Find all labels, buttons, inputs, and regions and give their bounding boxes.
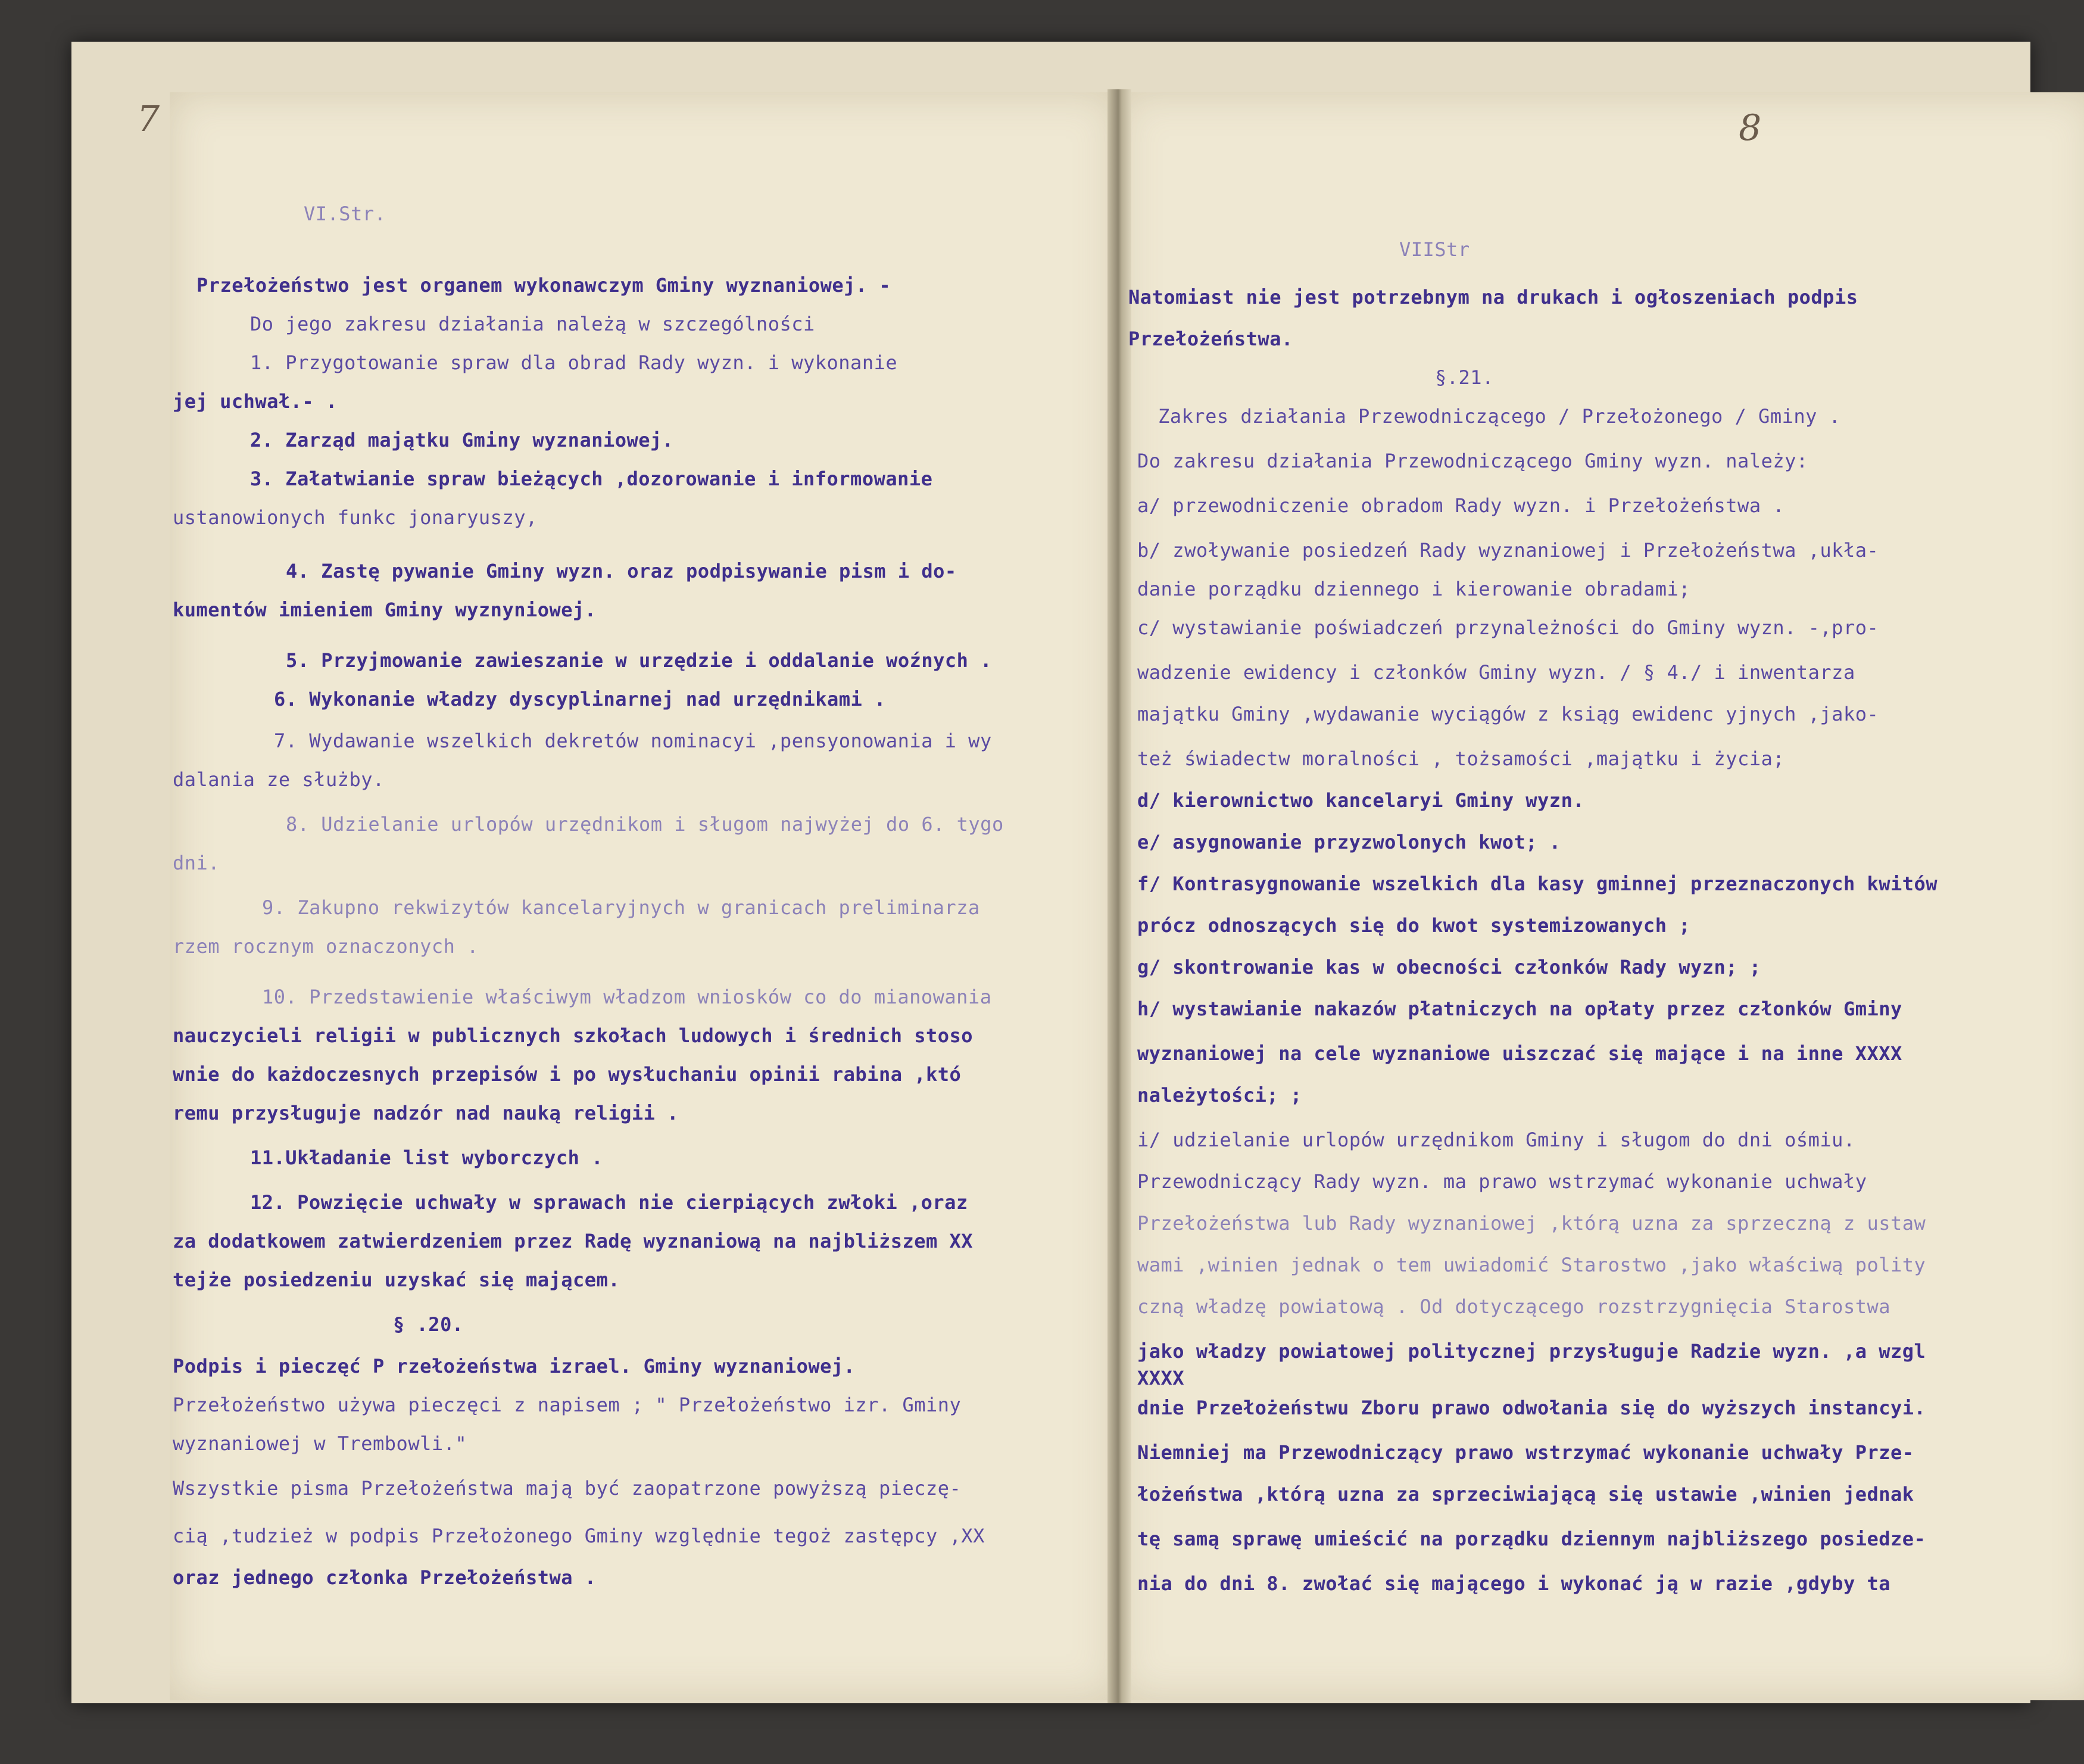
right-line: Natomiast nie jest potrzebnym na drukach i ogłoszeniach podpis <box>1128 286 1858 308</box>
left-line: tejże posiedzeniu uzyskać się mającem. <box>173 1269 620 1291</box>
section-20-heading: § .20. <box>393 1313 464 1336</box>
right-line: majątku Gminy ,wydawanie wyciągów z ksiąg ewidenc yjnych ,jako- <box>1137 703 1879 725</box>
left-line: za dodatkowem zatwierdzeniem przez Radę wyznaniową na najbliższem XX <box>173 1230 974 1252</box>
left-line: dni. <box>173 852 220 874</box>
left-line: Przełożeństwo używa pieczęci z napisem ; " Przełożeństwo izr. Gminy <box>173 1394 962 1416</box>
right-line: g/ skontrowanie kas w obecności członków Rady wyzn; ; <box>1137 956 1761 978</box>
section-21-heading: §.21. <box>1435 366 1494 389</box>
right-line: Niemniej ma Przewodniczący prawo wstrzymać wykonanie uchwały Prze- <box>1137 1441 1914 1464</box>
right-line: tę samą sprawę umieścić na porządku dziennym najbliższego posiedze- <box>1137 1528 1926 1550</box>
right-line: nia do dni 8. zwołać się mającego i wykonać ją w razie ,gdyby ta <box>1137 1572 1890 1595</box>
right-line: danie porządku dziennego i kierowanie obradami; <box>1137 578 1690 600</box>
right-line: prócz odnoszących się do kwot systemizowanych ; <box>1137 914 1690 937</box>
left-line: Przełożeństwo jest organem wykonawczym Gminy wyznaniowej. - <box>196 274 891 297</box>
left-line: 11.Układanie list wyborczych . <box>250 1146 603 1169</box>
right-line: Przełożeństwa. <box>1128 328 1293 350</box>
left-line: nauczycieli religii w publicznych szkołach ludowych i średnich stoso <box>173 1024 974 1047</box>
left-line: dalania ze służby. <box>173 768 385 791</box>
left-line: 10. Przedstawienie właściwym władzom wniosków co do mianowania <box>262 986 992 1008</box>
right-line: też świadectw moralności , tożsamości ,majątku i życia; <box>1137 747 1785 770</box>
right-line: wyznaniowej na cele wyznaniowe uiszczać się mające i na inne XXXX <box>1137 1042 1902 1065</box>
right-line: e/ asygnowanie przyzwolonych kwot; . <box>1137 831 1561 853</box>
right-line: f/ Kontrasygnowanie wszelkich dla kasy gminnej przeznaczonych kwitów <box>1137 872 1938 895</box>
left-line: 6. Wykonanie władzy dyscyplinarnej nad urzędnikami . <box>274 688 886 710</box>
right-line: Zakres działania Przewodniczącego / Przełożonego / Gminy . <box>1158 405 1841 428</box>
left-line: Podpis i pieczęć P rzełożeństwa izrael. Gminy wyznaniowej. <box>173 1355 856 1377</box>
left-line: 12. Powzięcie uchwały w sprawach nie cierpiących zwłoki ,oraz <box>250 1191 968 1214</box>
left-line: rzem rocznym oznaczonych . <box>173 935 479 958</box>
right-line: i/ udzielanie urlopów urzędnikom Gminy i sługom do dni ośmiu. <box>1137 1129 1855 1151</box>
left-line: 9. Zakupno rekwizytów kancelaryjnych w granicach preliminarza <box>262 896 980 919</box>
right-line: Przełożeństwa lub Rady wyznaniowej ,którą uzna za sprzeczną z ustaw <box>1137 1212 1926 1235</box>
right-heading: VIIStr <box>1399 238 1470 261</box>
left-heading: VI.Str. <box>304 202 386 225</box>
right-line: wami ,winien jednak o tem uwiadomić Starostwo ,jako właściwą polity <box>1137 1254 1926 1276</box>
right-line: Przewodniczący Rady wyzn. ma prawo wstrzymać wykonanie uchwały <box>1137 1170 1867 1193</box>
right-line: h/ wystawianie nakazów płatniczych na opłaty przez członków Gminy <box>1137 998 1902 1020</box>
right-line: c/ wystawianie poświadczeń przynależności do Gminy wyzn. -,pro- <box>1137 616 1879 639</box>
left-line: Wszystkie pisma Przełożeństwa mają być zaopatrzone powyższą pieczę- <box>173 1477 962 1500</box>
left-line: 8. Udzielanie urlopów urzędnikom i sługom najwyżej do 6. tygo <box>286 813 1004 836</box>
right-line: należytości; ; <box>1137 1084 1302 1107</box>
left-line: 7. Wydawanie wszelkich dekretów nominacyi ,pensyonowania i wy <box>274 730 992 752</box>
right-line: dnie Przełożeństwu Zboru prawo odwołania się do wyższych instancyi. <box>1137 1397 1926 1419</box>
left-line: cią ,tudzież w podpis Przełożonego Gminy względnie tegoż zastępcy ,XX <box>173 1525 985 1547</box>
left-line: Do jego zakresu działania należą w szczególności <box>250 313 815 335</box>
left-line: kumentów imieniem Gminy wyznyniowej. <box>173 599 597 621</box>
left-line: ustanowionych funkc jonaryuszy, <box>173 506 538 529</box>
right-line: Do zakresu działania Przewodniczącego Gminy wyzn. należy: <box>1137 450 1808 472</box>
left-line: jej uchwał.- . <box>173 390 338 413</box>
right-line: jako władzy powiatowej politycznej przysługuje Radzie wyzn. ,a wzgl <box>1137 1340 1926 1363</box>
right-line: b/ zwoływanie posiedzeń Rady wyznaniowej i Przełożeństwa ,ukła- <box>1137 539 1879 562</box>
left-line: 4. Zastę pywanie Gminy wyzn. oraz podpisywanie pism i do- <box>286 560 957 582</box>
right-line: XXXX <box>1137 1367 1185 1389</box>
right-line: łożeństwa ,którą uzna za sprzeciwiającą się ustawie ,winien jednak <box>1137 1483 1914 1506</box>
right-line: a/ przewodniczenie obradom Rady wyzn. i Przełożeństwa . <box>1137 494 1785 517</box>
right-line: wadzenie ewidency i członków Gminy wyzn. / § 4./ i inwentarza <box>1137 661 1855 684</box>
left-line: oraz jednego członka Przełożeństwa . <box>173 1566 597 1589</box>
left-line: 1. Przygotowanie spraw dla obrad Rady wyzn. i wykonanie <box>250 351 898 374</box>
left-line: wyznaniowej w Trembowli." <box>173 1432 467 1455</box>
page-number-left: 7 <box>137 98 160 140</box>
left-line: 3. Załatwianie spraw bieżących ,dozorowanie i informowanie <box>250 468 933 490</box>
page-number-right: 8 <box>1739 107 1762 149</box>
left-line: remu przysługuje nadzór nad nauką religii . <box>173 1102 679 1124</box>
right-line: d/ kierownictwo kancelaryi Gminy wyzn. <box>1137 789 1585 812</box>
left-line: 2. Zarząd majątku Gminy wyznaniowej. <box>250 429 674 451</box>
left-line: 5. Przyjmowanie zawieszanie w urzędzie i oddalanie woźnych . <box>286 649 992 672</box>
right-line: czną władzę powiatową . Od dotyczącego rozstrzygnięcia Starostwa <box>1137 1295 1890 1318</box>
left-line: wnie do każdoczesnych przepisów i po wysłuchaniu opinii rabina ,któ <box>173 1063 962 1086</box>
book-gutter <box>1107 89 1131 1703</box>
